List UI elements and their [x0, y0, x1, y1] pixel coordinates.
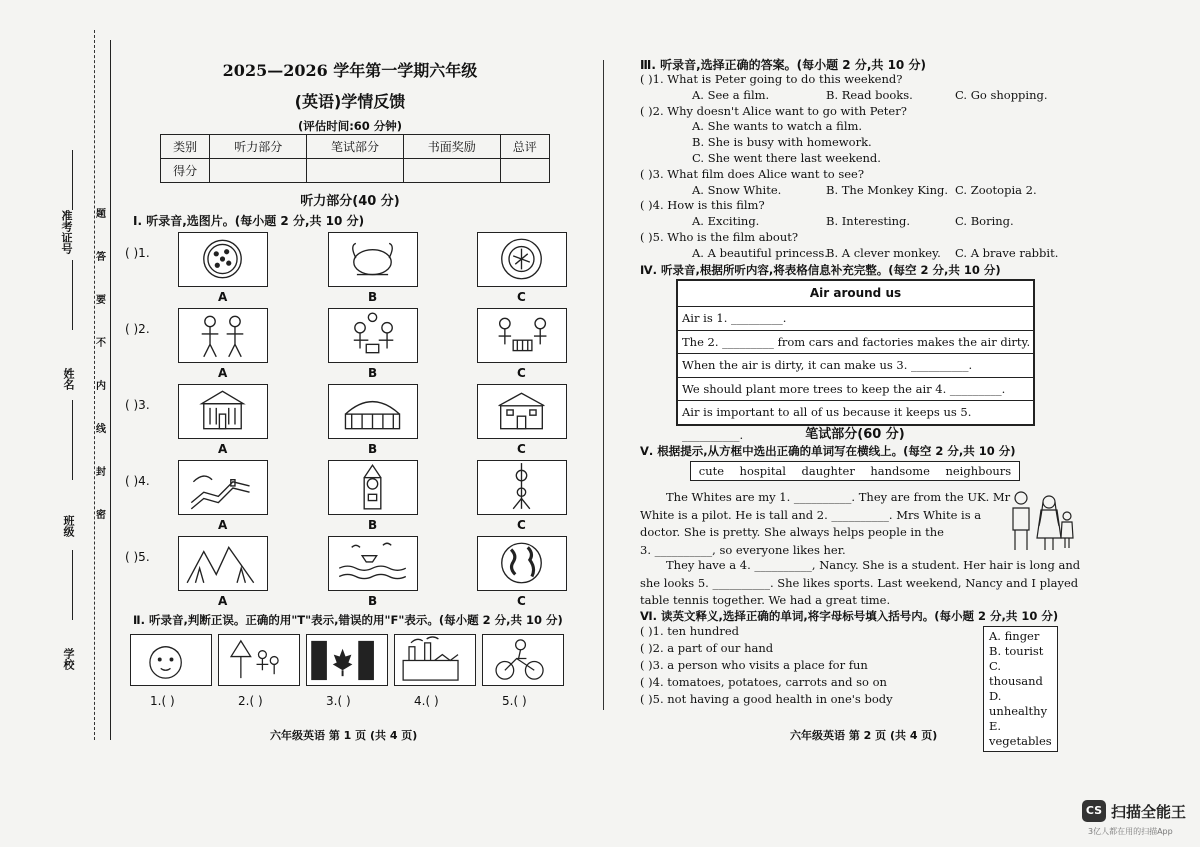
score-cell[interactable]: [210, 159, 307, 183]
passage-line: White is a pilot. He is tall and 2. __________. Mrs White is a: [640, 507, 982, 522]
tree-planting-icon: [218, 634, 300, 686]
kids-chess-icon[interactable]: [477, 308, 567, 363]
option-letter: C: [517, 442, 526, 456]
score-header: 笔试部分: [307, 135, 404, 159]
binding-line: [110, 40, 111, 740]
option-letter: A: [218, 442, 228, 456]
choices-box: [983, 626, 1058, 752]
salad-icon[interactable]: [477, 232, 567, 287]
class-label: 班级: [62, 515, 75, 537]
answer-option: B. She is busy with homework.: [692, 135, 872, 150]
section1-rows: [125, 232, 575, 612]
definition-item[interactable]: ( )3. a person who visits a place for fun: [640, 658, 868, 672]
pizza-icon[interactable]: [178, 232, 268, 287]
school-icon[interactable]: [477, 384, 567, 439]
answer-option: B. A clever monkey.: [826, 245, 941, 260]
answer-option: A. Snow White.: [692, 182, 782, 197]
listening-question[interactable]: ( )1. What is Peter going to do this weekend?: [640, 72, 903, 86]
option-letter: B: [368, 594, 378, 608]
score-header: 类别: [161, 135, 210, 159]
option-letter: C: [517, 518, 526, 532]
score-cell[interactable]: [500, 159, 549, 183]
definition-item[interactable]: ( )1. ten hundred: [640, 624, 739, 638]
listening-question[interactable]: ( )4. How is this film?: [640, 198, 765, 213]
crying-baby-icon: [130, 634, 212, 686]
choice-option: E. vegetables: [989, 719, 1052, 748]
exam-title: 2025—2026 学年第一学期六年级: [222, 61, 478, 80]
passage-line: table tennis together. We had a great time.: [640, 593, 891, 607]
score-cell[interactable]: [403, 159, 500, 183]
watermark-tagline: 3亿人都在用的扫描App: [1088, 827, 1173, 836]
score-cell[interactable]: [307, 159, 404, 183]
section2-title: Ⅱ. 听录音,判断正误。正确的用"T"表示,错误的用"F"表示。(每小题 2 分,共 10 分): [133, 613, 563, 627]
listening-title: 听力部分(40 分): [300, 194, 400, 209]
score-row-label: 得分: [161, 159, 210, 183]
option-letter: C: [517, 290, 526, 304]
passage-line: They have a 4. __________, Nancy. She is a student. Her hair is long and: [666, 558, 1081, 572]
score-header: 听力部分: [210, 135, 307, 159]
air-table-row[interactable]: When the air is dirty, it can make us 3. __________.: [678, 353, 1033, 377]
admission-label: 准考证号: [60, 210, 73, 254]
question-number[interactable]: ( )4.: [125, 474, 150, 488]
definition-item[interactable]: ( )5. not having a good health in one's body: [640, 692, 893, 706]
definition-item[interactable]: ( )4. tomatoes, potatoes, carrots and so on: [640, 675, 887, 689]
passage-line: 3. __________, so everyone likes her.: [640, 542, 846, 557]
seal-char: 密: [96, 510, 106, 521]
footer-right: 六年级英语 第 2 页 (共 4 页): [790, 729, 938, 742]
word-option: neighbours: [945, 464, 1012, 478]
choice-option: D. unhealthy: [989, 689, 1048, 718]
option-letter: C: [517, 366, 526, 380]
answer-option: C. Zootopia 2.: [955, 182, 1037, 197]
section2-items: [130, 634, 570, 714]
class-blank[interactable]: [72, 550, 73, 620]
answer-option: C. Go shopping.: [955, 87, 1048, 102]
kids-talking-icon[interactable]: [328, 308, 418, 363]
answer-option: C. She went there last weekend.: [692, 151, 881, 165]
family-illustration: [1003, 488, 1078, 553]
option-letter: C: [517, 594, 526, 608]
sea-icon[interactable]: [328, 536, 418, 591]
question-number[interactable]: ( )3.: [125, 398, 150, 412]
seal-char: 要: [96, 295, 106, 306]
factory-icon: [394, 634, 476, 686]
choice-option: A. finger: [989, 629, 1040, 643]
passage-paragraph-2: [640, 557, 1081, 610]
school-label: 学校: [62, 648, 75, 670]
answer-option: A. See a film.: [692, 87, 770, 102]
option-letter: B: [368, 442, 378, 456]
binding-cut-line: [94, 30, 95, 740]
mountains-icon[interactable]: [178, 536, 268, 591]
exam-subtitle: (英语)学情反馈: [294, 92, 406, 111]
air-table-row[interactable]: We should plant more trees to keep the air 4. _________.: [678, 377, 1033, 401]
cycling-icon: [482, 634, 564, 686]
museum-icon[interactable]: [178, 384, 268, 439]
name-blank[interactable]: [72, 400, 73, 480]
tf-answer-blank[interactable]: 1.( ): [150, 694, 175, 708]
listening-question[interactable]: ( )2. Why doesn't Alice want to go with Peter?: [640, 103, 907, 118]
answer-option: B. The Monkey King.: [826, 182, 949, 197]
tf-answer-blank[interactable]: 2.( ): [238, 694, 263, 708]
option-letter: A: [218, 594, 228, 608]
roast-chicken-icon[interactable]: [328, 232, 418, 287]
admission-blank[interactable]: [72, 150, 73, 210]
listening-question[interactable]: ( )3. What film does Alice want to see?: [640, 166, 864, 181]
option-letter: B: [368, 366, 378, 380]
answer-option: C. Boring.: [955, 214, 1014, 229]
definition-item[interactable]: ( )2. a part of our hand: [640, 641, 774, 655]
section3-title: Ⅲ. 听录音,选择正确的答案。(每小题 2 分,共 10 分): [640, 58, 926, 72]
written-title: 笔试部分(60 分): [805, 427, 905, 442]
score-header: 总评: [500, 135, 549, 159]
question-number[interactable]: ( )5.: [125, 550, 150, 564]
seal-char: 不: [96, 338, 106, 349]
option-letter: B: [368, 290, 378, 304]
canada-flag-icon: [306, 634, 388, 686]
air-table-row[interactable]: Air is important to all of us because it keeps us 5. __________.: [678, 400, 1033, 424]
watermark-brand: 扫描全能王: [1111, 803, 1187, 821]
admission-blank-2[interactable]: [72, 260, 73, 330]
section5-title: Ⅴ. 根据提示,从方框中选出正确的单词写在横线上。(每空 2 分,共 10 分): [640, 444, 1016, 458]
option-letter: A: [218, 366, 228, 380]
kids-playing-icon[interactable]: [178, 308, 268, 363]
name-label: 姓名: [62, 368, 75, 390]
passage-line: she looks 5. __________. She likes sports. Last weekend, Nancy and I played: [640, 575, 1079, 590]
stadium-icon[interactable]: [328, 384, 418, 439]
tf-answer-blank[interactable]: 5.( ): [502, 694, 527, 708]
tf-answer-blank[interactable]: 4.( ): [414, 694, 439, 708]
air-table-row[interactable]: Air is 1. _________.: [678, 306, 1033, 330]
great-wall-icon[interactable]: [178, 460, 268, 515]
footer-left: 六年级英语 第 1 页 (共 4 页): [270, 729, 418, 742]
passage-line: doctor. She is pretty. She always helps people in the: [640, 525, 944, 539]
option-letter: B: [368, 518, 378, 532]
answer-option: A. Exciting.: [692, 214, 760, 229]
section4-title: Ⅳ. 听录音,根据所听内容,将表格信息补充完整。(每空 2 分,共 10 分): [640, 263, 1001, 277]
passage-paragraph-1: [640, 489, 1011, 559]
answer-option: A. A beautiful princess.: [692, 245, 828, 260]
globe-icon[interactable]: [477, 536, 567, 591]
word-option: hospital: [739, 464, 786, 478]
big-ben-icon[interactable]: [328, 460, 418, 515]
word-option: cute: [698, 464, 725, 478]
seal-char: 答: [96, 252, 106, 263]
question-number[interactable]: ( )1.: [125, 246, 150, 260]
passage-line: The Whites are my 1. __________. They are from the UK. Mr: [666, 490, 1011, 504]
air-table-row[interactable]: The 2. _________ from cars and factories makes the air dirty.: [678, 330, 1033, 354]
listening-question[interactable]: ( )5. Who is the film about?: [640, 230, 799, 244]
answer-option: B. Interesting.: [826, 214, 911, 229]
option-letter: A: [218, 290, 228, 304]
section1-title: Ⅰ. 听录音,选图片。(每小题 2 分,共 10 分): [133, 214, 365, 228]
score-table: [160, 134, 550, 183]
section6-title: Ⅵ. 读英文释义,选择正确的单词,将字母标号填入括号内。(每小题 2 分,共 10 分): [640, 609, 1059, 623]
choice-option: B. tourist: [989, 644, 1044, 658]
choice-option: C. thousand: [989, 659, 1043, 688]
seal-char: 线: [96, 424, 106, 435]
camscanner-logo-icon: CS: [1082, 800, 1106, 822]
exam-time: (评估时间:60 分钟): [297, 119, 403, 133]
option-letter: A: [218, 518, 228, 532]
tv-tower-icon[interactable]: [477, 460, 567, 515]
answer-option: B. Read books.: [826, 87, 913, 102]
answer-option: A. She wants to watch a film.: [692, 119, 863, 134]
score-header: 书面奖励: [403, 135, 500, 159]
word-option: handsome: [870, 464, 930, 478]
word-option: daughter: [801, 464, 855, 478]
seal-char: 封: [96, 467, 106, 478]
question-number[interactable]: ( )2.: [125, 322, 150, 336]
air-table-title: Air around us: [809, 286, 902, 300]
seal-char: 题: [96, 209, 106, 220]
seal-char: 内: [96, 381, 106, 392]
page-divider: [603, 60, 604, 710]
word-box: [690, 461, 1020, 481]
tf-answer-blank[interactable]: 3.( ): [326, 694, 351, 708]
answer-option: C. A brave rabbit.: [955, 245, 1059, 260]
